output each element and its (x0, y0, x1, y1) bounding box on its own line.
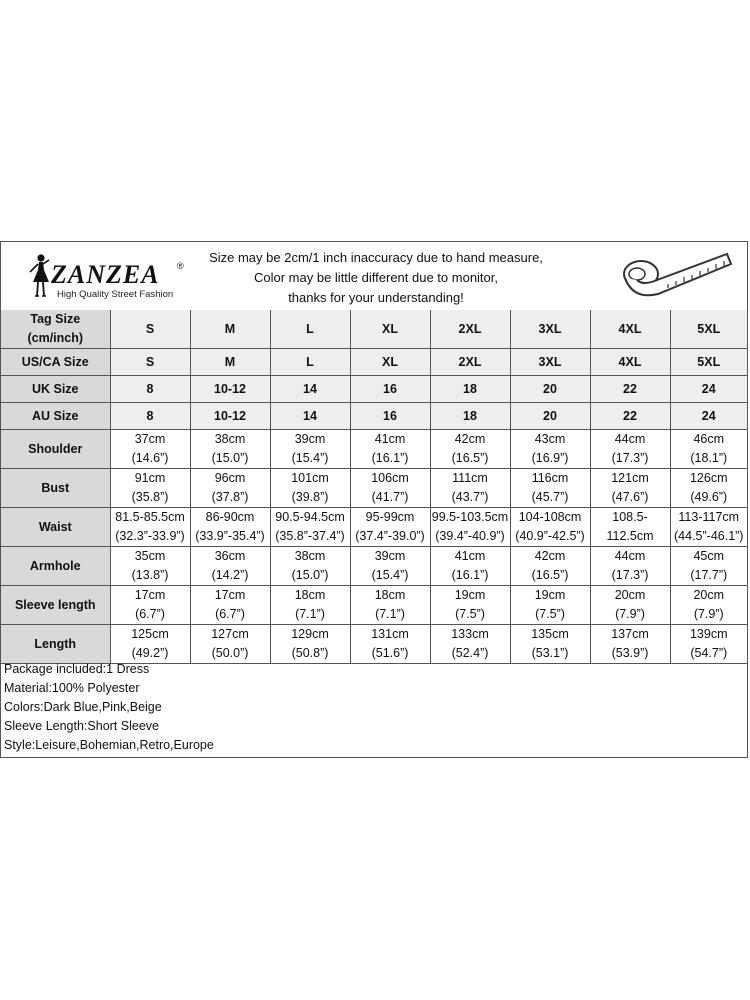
table-cell (590, 547, 670, 586)
table-cell (270, 376, 350, 403)
cell-value: (16.1”) (451, 568, 489, 582)
cell-value: S (145, 354, 155, 369)
table-cell (590, 508, 670, 547)
table-row (1, 376, 747, 403)
cell-value: (16.5”) (451, 451, 489, 465)
table-cell (270, 469, 350, 508)
cell-value: (7.1”) (375, 607, 405, 621)
table-cell (270, 403, 350, 430)
table-cell (350, 547, 430, 586)
row-label: Armhole (1, 547, 110, 586)
table-cell (590, 349, 670, 376)
cell-value: (37.4”-39.0”) (355, 529, 425, 543)
cell-value: XL (382, 321, 398, 336)
table-cell (670, 586, 747, 625)
cell-value: 111cm (452, 471, 488, 485)
cell-value: (14.6”) (131, 451, 169, 465)
cell-value: 4XL (618, 321, 642, 336)
cell-value: (43.7”) (451, 490, 489, 504)
row-label: Waist (1, 508, 110, 547)
table-row (1, 586, 747, 625)
table-cell (430, 430, 510, 469)
cell-value: 113-117cm (678, 510, 740, 524)
table-cell (190, 625, 270, 664)
cell-value: 104-108cm (518, 510, 582, 524)
table-row (1, 508, 747, 547)
row-label: Tag Size (cm/inch) (1, 310, 110, 349)
cell-value: 42cm (454, 432, 486, 446)
table-cell (510, 586, 590, 625)
cell-value: (35.8”) (131, 490, 169, 504)
cell-value: 14 (303, 381, 317, 396)
package-included: Package included:1 Dress (4, 662, 150, 676)
row-label: Shoulder (1, 430, 110, 469)
cell-value: 131cm (371, 627, 409, 641)
table-cell (670, 349, 747, 376)
row-label: Sleeve length (1, 586, 110, 625)
table-cell (110, 547, 190, 586)
cell-value: 2XL (458, 321, 482, 336)
chart-header (1, 242, 747, 311)
table-cell (110, 469, 190, 508)
cell-value: (37.8”) (211, 490, 249, 504)
notice-line-1: Size may be 2cm/1 inch inaccuracy due to hand measure, (209, 250, 543, 265)
cell-value: 127cm (211, 627, 249, 641)
cell-value: (53.1”) (531, 646, 569, 660)
cell-value: 16 (383, 408, 397, 423)
table-cell (590, 625, 670, 664)
cell-value: 3XL (538, 354, 562, 369)
table-cell (190, 310, 270, 349)
cell-value: (17.3”) (611, 568, 649, 582)
cell-value: (16.5”) (531, 568, 569, 582)
table-cell (270, 586, 350, 625)
cell-value: L (306, 321, 314, 336)
table-cell (110, 430, 190, 469)
table-cell (190, 547, 270, 586)
table-cell (590, 310, 670, 349)
cell-value: 20 (543, 381, 557, 396)
cell-value: 5XL (697, 321, 721, 336)
table-cell (350, 469, 430, 508)
table-cell (270, 430, 350, 469)
cell-value: 3XL (538, 321, 562, 336)
size-chart (0, 241, 748, 758)
cell-value: (16.1”) (371, 451, 409, 465)
cell-value: (32.3”-33.9”) (115, 529, 185, 543)
cell-value: 18cm (374, 588, 406, 602)
cell-value: (17.7”) (690, 568, 728, 582)
cell-value: 10-12 (214, 408, 246, 423)
cell-value: (14.2”) (211, 568, 249, 582)
cell-value: 35cm (134, 549, 166, 563)
cell-value: 39cm (294, 432, 326, 446)
table-cell (430, 508, 510, 547)
cell-value: L (306, 354, 314, 369)
cell-value: 91cm (134, 471, 166, 485)
table-cell (190, 469, 270, 508)
woman-figure-icon (27, 252, 53, 302)
brand-registered-mark: ® (177, 261, 184, 271)
table-cell (110, 349, 190, 376)
sleeve-length: Sleeve Length:Short Sleeve (4, 719, 159, 733)
table-cell (670, 508, 747, 547)
cell-value: 41cm (454, 549, 486, 563)
table-cell (670, 403, 747, 430)
row-label: AU Size (1, 403, 110, 430)
cell-value: XL (382, 354, 398, 369)
colors: Colors:Dark Blue,Pink,Beige (4, 700, 162, 714)
table-cell (670, 310, 747, 349)
table-cell (510, 625, 590, 664)
table-row (1, 547, 747, 586)
table-row (1, 469, 747, 508)
cell-value: 44cm (614, 549, 646, 563)
cell-value: (53.9”) (611, 646, 649, 660)
cell-value: 90.5-94.5cm (275, 510, 345, 524)
table-cell (270, 508, 350, 547)
table-cell (350, 430, 430, 469)
table-cell (510, 469, 590, 508)
table-cell (430, 403, 510, 430)
cell-value: M (224, 321, 236, 336)
cell-value: 126cm (689, 471, 728, 485)
table-cell (510, 508, 590, 547)
cell-value: 45cm (693, 549, 725, 563)
cell-value: (15.0”) (211, 451, 249, 465)
table-cell (430, 376, 510, 403)
cell-value: (54.7”) (690, 646, 728, 660)
cell-value: (52.4”) (451, 646, 489, 660)
cell-value: 135cm (531, 627, 569, 641)
cell-value: 108.5- (612, 510, 648, 524)
table-cell (190, 349, 270, 376)
table-cell (510, 430, 590, 469)
cell-value: 17cm (214, 588, 246, 602)
cell-value: (13.8”) (131, 568, 169, 582)
cell-value: (17.3”) (611, 451, 649, 465)
cell-value: 18 (463, 381, 477, 396)
table-row (1, 310, 747, 349)
cell-value: 24 (701, 381, 716, 396)
cell-value: (6.7”) (215, 607, 245, 621)
row-label: Bust (1, 469, 110, 508)
cell-value: 20cm (693, 588, 725, 602)
product-details (4, 660, 214, 755)
table-cell (350, 376, 430, 403)
cell-value: (7.9”) (615, 607, 645, 621)
table-cell (430, 469, 510, 508)
row-label: US/CA Size (1, 349, 110, 376)
table-cell (510, 349, 590, 376)
cell-value: 20 (543, 408, 557, 423)
cell-value: 137cm (611, 627, 649, 641)
table-cell (350, 310, 430, 349)
cell-value: (45.7”) (531, 490, 569, 504)
table-cell (110, 310, 190, 349)
cell-value: 133cm (451, 627, 489, 641)
cell-value: 139cm (689, 627, 728, 641)
table-cell (670, 376, 747, 403)
cell-value: (16.9”) (531, 451, 569, 465)
cell-value: 2XL (458, 354, 482, 369)
measurement-notice (191, 248, 561, 308)
table-cell (270, 349, 350, 376)
cell-value: 38cm (214, 432, 246, 446)
table-cell (110, 625, 190, 664)
cell-value: (7.5”) (535, 607, 565, 621)
table-cell (350, 403, 430, 430)
cell-value: 44cm (614, 432, 646, 446)
cell-value: (44.5”-46.1”) (674, 529, 744, 543)
table-cell (670, 430, 747, 469)
table-cell (270, 547, 350, 586)
cell-value: 10-12 (214, 381, 246, 396)
table-cell (510, 547, 590, 586)
cell-value: 81.5-85.5cm (115, 510, 185, 524)
cell-value: 18cm (294, 588, 326, 602)
cell-value: 41cm (374, 432, 406, 446)
cell-value: (35.8”-37.4”) (275, 529, 345, 543)
cell-value: 19cm (534, 588, 566, 602)
table-cell (430, 349, 510, 376)
cell-value: 18 (463, 408, 477, 423)
size-table (1, 310, 747, 664)
table-cell (110, 376, 190, 403)
table-cell (190, 430, 270, 469)
table-cell (430, 586, 510, 625)
cell-value: 8 (146, 408, 154, 423)
cell-value: 17cm (134, 588, 166, 602)
material: Material:100% Polyester (4, 681, 140, 695)
row-label: Length (1, 625, 110, 664)
table-cell (270, 625, 350, 664)
table-cell (670, 625, 747, 664)
cell-value: 22 (623, 408, 637, 423)
cell-value: S (145, 321, 155, 336)
table-row (1, 625, 747, 664)
cell-value: 43cm (534, 432, 566, 446)
cell-value: 36cm (214, 549, 246, 563)
measuring-tape-icon (613, 250, 737, 304)
table-cell (590, 403, 670, 430)
cell-value: 112.5cm (606, 529, 654, 543)
cell-value: (39.4”-40.9”) (435, 529, 505, 543)
table-cell (430, 310, 510, 349)
brand-logo (27, 252, 197, 302)
cell-value: 121cm (611, 471, 649, 485)
table-cell (590, 469, 670, 508)
table-cell (350, 586, 430, 625)
cell-value: 19cm (454, 588, 486, 602)
cell-value: 20cm (614, 588, 646, 602)
cell-value: (51.6”) (371, 646, 409, 660)
cell-value: 95-99cm (365, 510, 415, 524)
table-cell (270, 310, 350, 349)
cell-value: 96cm (214, 471, 246, 485)
cell-value: 42cm (534, 549, 566, 563)
notice-line-3: thanks for your understanding! (288, 290, 464, 305)
table-row (1, 403, 747, 430)
cell-value: (33.9”-35.4”) (195, 529, 265, 543)
cell-value: 14 (303, 408, 317, 423)
cell-value: 24 (701, 408, 716, 423)
table-cell (190, 376, 270, 403)
cell-value: 4XL (618, 354, 642, 369)
row-label: UK Size (1, 376, 110, 403)
table-cell (110, 586, 190, 625)
notice-line-2: Color may be little different due to monitor, (254, 270, 498, 285)
cell-value: 86-90cm (205, 510, 255, 524)
table-cell (510, 376, 590, 403)
cell-value: 129cm (291, 627, 329, 641)
table-cell (430, 625, 510, 664)
table-cell (510, 310, 590, 349)
cell-value: (49.6”) (690, 490, 728, 504)
cell-value: 37cm (134, 432, 166, 446)
table-cell (350, 625, 430, 664)
cell-value: (7.1”) (295, 607, 325, 621)
cell-value: M (224, 354, 236, 369)
table-cell (190, 403, 270, 430)
cell-value: (39.8”) (291, 490, 329, 504)
cell-value: 99.5-103.5cm (431, 510, 509, 524)
cell-value: 22 (623, 381, 637, 396)
cell-value: 125cm (131, 627, 169, 641)
cell-value: (15.4”) (291, 451, 329, 465)
table-cell (190, 586, 270, 625)
cell-value: 38cm (294, 549, 326, 563)
cell-value: (50.0”) (211, 646, 249, 660)
table-cell (110, 508, 190, 547)
table-row (1, 430, 747, 469)
table-cell (670, 469, 747, 508)
brand-name: ZANZEA (51, 260, 160, 289)
cell-value: (47.6”) (611, 490, 649, 504)
cell-value: 16 (383, 381, 397, 396)
cell-value: (50.8”) (291, 646, 329, 660)
cell-value: 101cm (291, 471, 329, 485)
cell-value: (7.9”) (693, 607, 724, 621)
cell-value: 46cm (693, 432, 725, 446)
cell-value: 39cm (374, 549, 406, 563)
cell-value: (18.1”) (690, 451, 728, 465)
table-cell (590, 586, 670, 625)
table-cell (430, 547, 510, 586)
cell-value: (49.2”) (131, 646, 169, 660)
brand-tagline: High Quality Street Fashion (57, 289, 174, 300)
table-cell (350, 349, 430, 376)
cell-value: (40.9”-42.5”) (515, 529, 585, 543)
cell-value: (15.0”) (291, 568, 329, 582)
table-cell (110, 403, 190, 430)
table-cell (350, 508, 430, 547)
table-row (1, 349, 747, 376)
cell-value: (41.7”) (371, 490, 409, 504)
cell-value: 116cm (531, 471, 569, 485)
cell-value: (15.4”) (371, 568, 409, 582)
table-cell (190, 508, 270, 547)
cell-value: (7.5”) (455, 607, 485, 621)
cell-value: 106cm (371, 471, 409, 485)
table-cell (590, 430, 670, 469)
table-cell (510, 403, 590, 430)
table-cell (590, 376, 670, 403)
cell-value: 5XL (697, 354, 721, 369)
cell-value: (6.7”) (135, 607, 165, 621)
cell-value: 8 (146, 381, 154, 396)
style: Style:Leisure,Bohemian,Retro,Europe (4, 738, 214, 752)
table-cell (670, 547, 747, 586)
